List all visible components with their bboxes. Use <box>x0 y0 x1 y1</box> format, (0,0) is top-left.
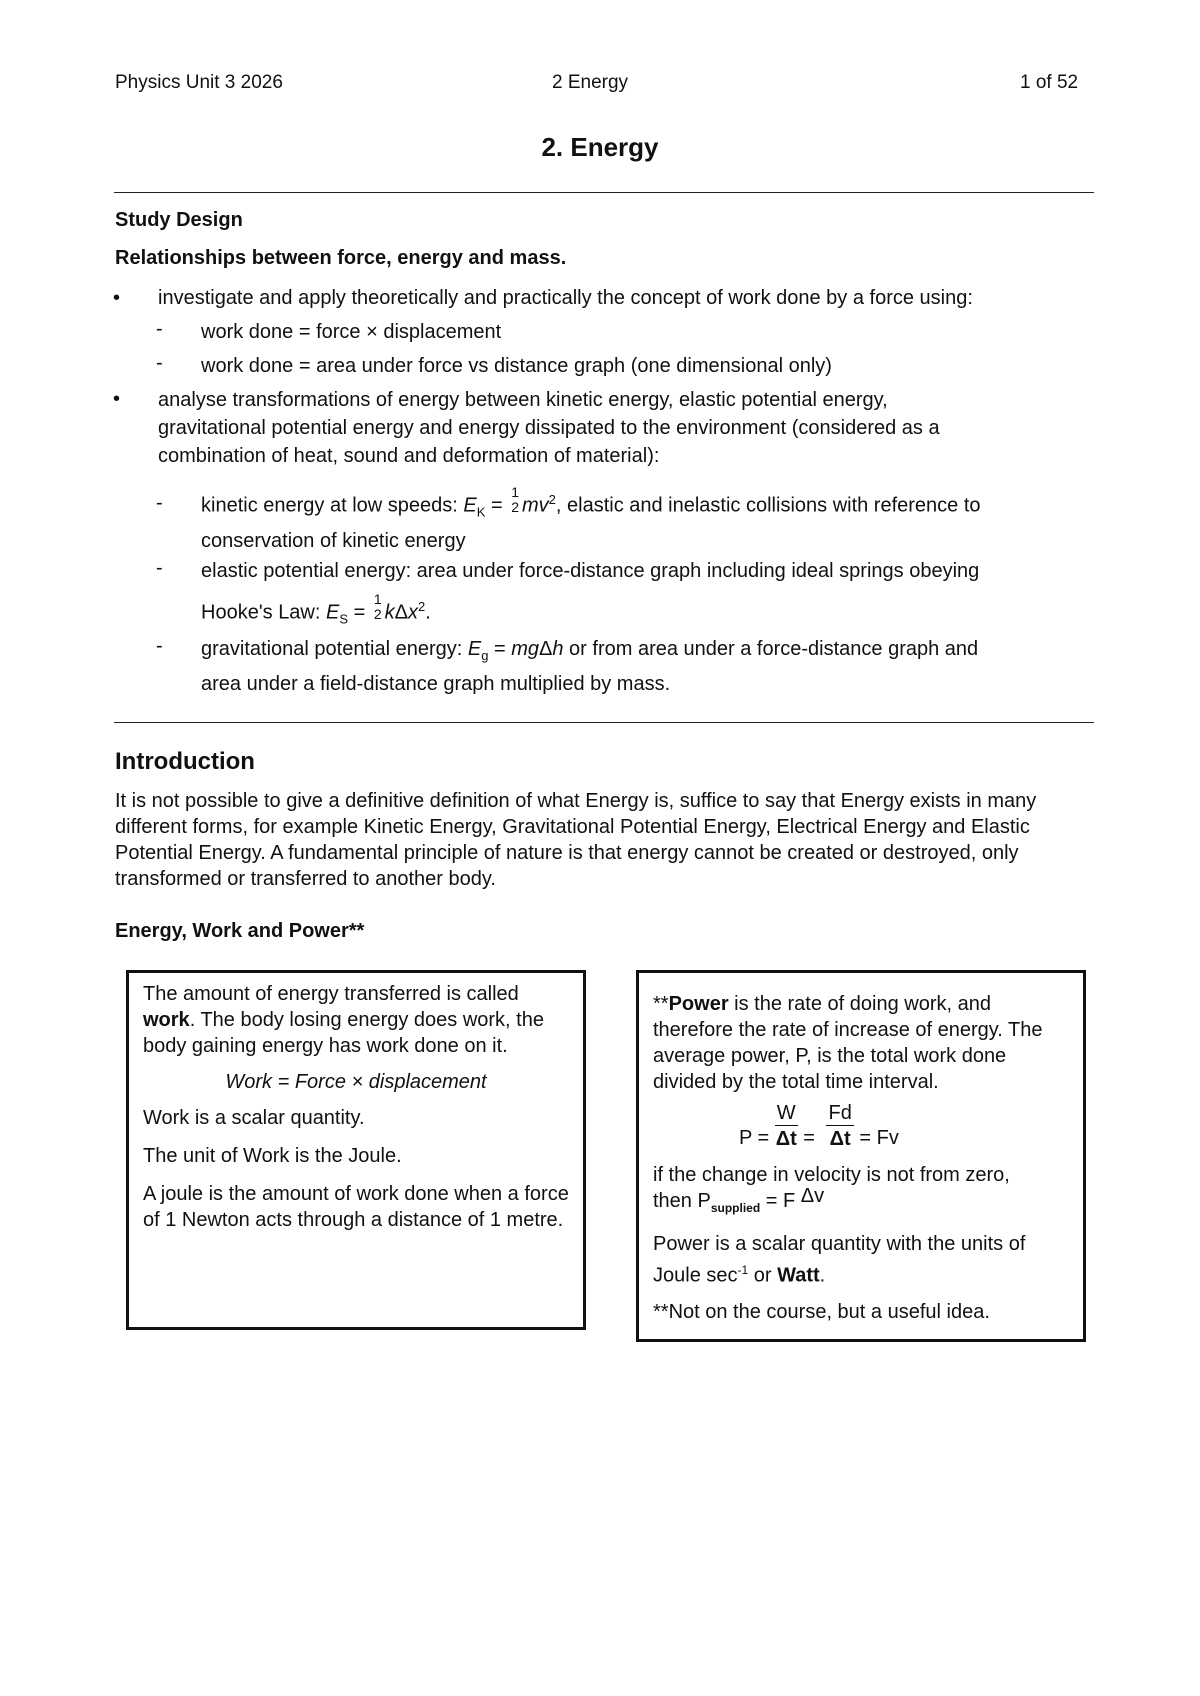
work-unit-text: The unit of Work is the Joule. <box>143 1145 402 1167</box>
dash-marker: - <box>156 352 163 374</box>
dash-work-force: work done = force × displacement <box>201 321 502 343</box>
work-scalar-text: Work is a scalar quantity. <box>143 1107 365 1129</box>
work-definition-text: The amount of energy transferred is called work. The body losing energy does work, the body gaining energy has work done on it. <box>143 983 544 1057</box>
dash-marker: - <box>156 635 163 657</box>
work-equation: Work = Force × displacement <box>225 1071 487 1093</box>
page-title: 2. Energy <box>541 132 659 162</box>
power-definition-box <box>636 970 1086 1342</box>
header-page-number: 1 of 52 <box>1020 72 1079 93</box>
joule-definition-text: A joule is the amount of work done when a force of 1 Newton acts through a distance of 1 metre. <box>143 1183 569 1231</box>
dash-marker: - <box>156 318 163 340</box>
bullet-work-done: investigate and apply theoretically and practically the concept of work done by a force using: <box>158 287 973 309</box>
dash-marker: - <box>156 492 163 514</box>
work-definition-box <box>126 970 586 1330</box>
power-definition-text: **Power is the rate of doing work, and therefore the rate of increase of energy. The average power, P, is the total work done divided by the total time interval. <box>653 993 1043 1093</box>
study-design-heading: Study Design <box>115 209 243 231</box>
divider-bottom <box>114 722 1094 723</box>
study-design-subheading: Relationships between force, energy and mass. <box>115 247 567 269</box>
power-note-text: **Not on the course, but a useful idea. <box>653 1300 990 1323</box>
introduction-paragraph: It is not possible to give a definitive definition of what Energy is, suffice to say that Energy exists in many different forms, for example Kinetic Energy, Gravitational Potential Energy, Electrical Energy and Elastic Potential Energy. A fundamental principle of nature is that energy cannot be created or destroyed, only transformed or transferred to another body. <box>115 790 1037 890</box>
dash-gravitational-energy: gravitational potential energy: $E_g = mg\Delta h$ or from area under a force-distance graph and area under a field-distance graph multiplied by mass. <box>201 638 979 695</box>
divider-top <box>114 192 1094 193</box>
dash-elastic-energy: elastic potential energy: area under force-distance graph including ideal springs obeying Hooke's Law: $E_S$ = 1 2 kΔx$^2$. <box>201 560 980 627</box>
header-chapter: 2 Energy <box>552 72 629 93</box>
dash-kinetic-energy: kinetic energy at low speeds: $E_K$ = 1 2 $mv^2$, elastic and inelastic collisions with reference to conservation of kinetic energy <box>201 484 981 552</box>
power-velocity-text: if the change in velocity is not from zero, then $P_{supplied} = F$ Δv <box>653 1164 1010 1215</box>
dash-work-area: work done = area under force vs distance graph (one dimensional only) <box>201 355 832 377</box>
introduction-heading: Introduction <box>115 748 255 775</box>
energy-work-power-heading: Energy, Work and Power** <box>115 920 365 942</box>
power-units-text: Power is a scalar quantity with the units of Joule $\sec^{-1}$ or Watt. <box>653 1233 1026 1287</box>
power-equation: P = $\frac{W}{\Delta t}$ = $\frac{Fd}{\Delta t}$ = Fv <box>739 1102 899 1150</box>
dash-marker: - <box>156 557 163 579</box>
bullet-dot: • <box>113 287 121 309</box>
bullet-dot: • <box>113 388 121 410</box>
header-course: Physics Unit 3 2026 <box>115 72 283 93</box>
bullet-energy-transformations: analyse transformations of energy between kinetic energy, elastic potential energy, gravitational potential energy and energy dissipated to the environment (considered as a combination of heat, sound and deformation of material): <box>158 389 940 467</box>
